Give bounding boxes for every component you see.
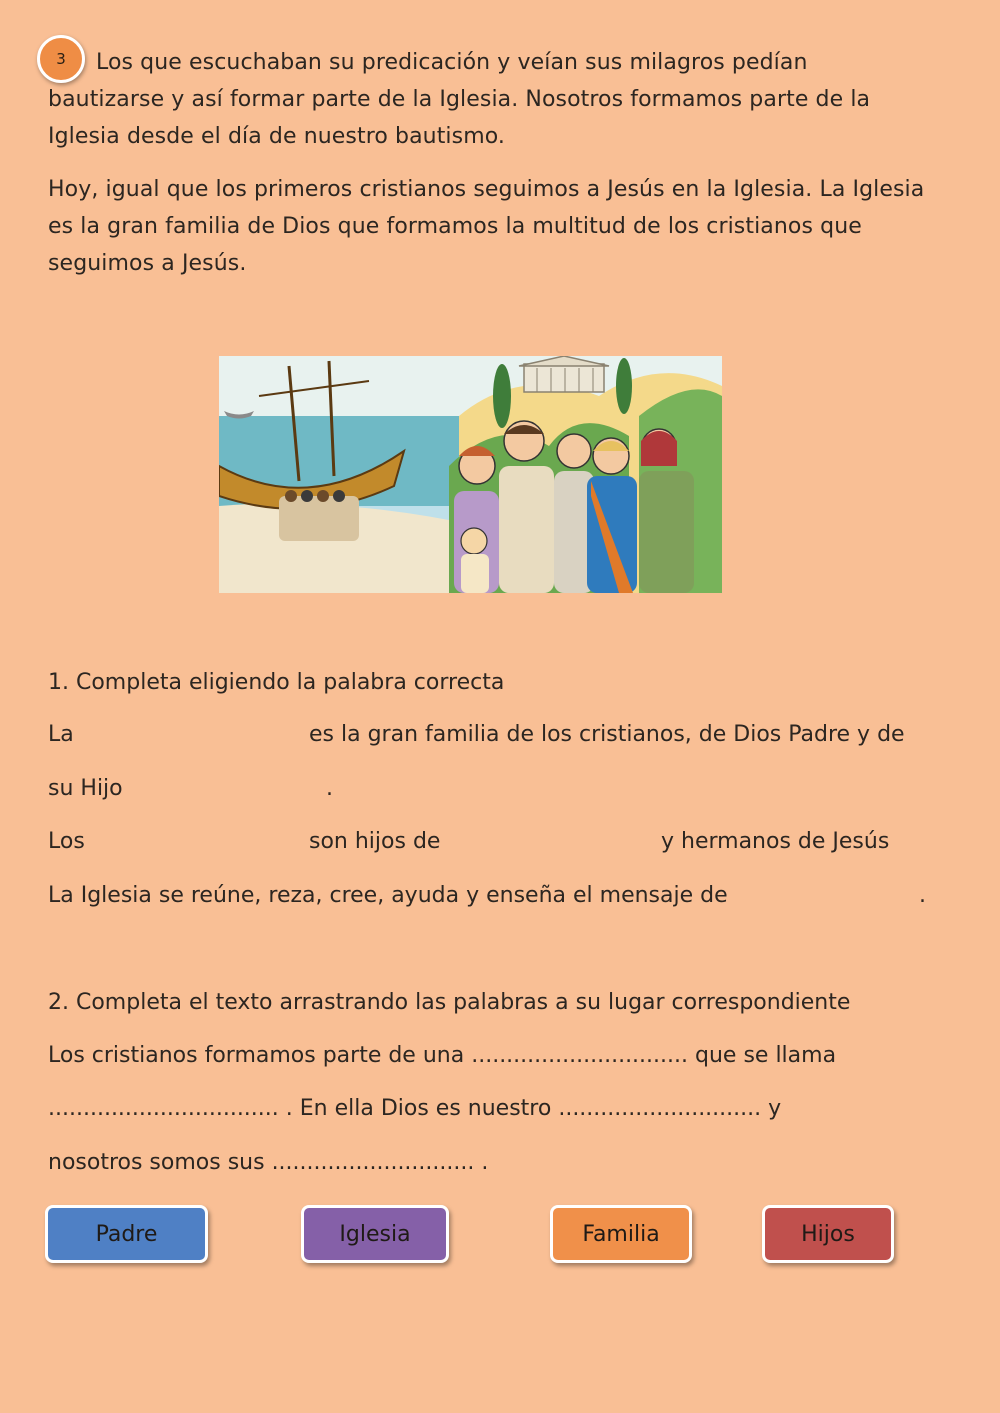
exercise-1-title: 1. Completa eligiendo la palabra correcta [48,670,505,695]
exercise-2-title: 2. Completa el texto arrastrando las palabras a su lugar correspondiente [48,990,851,1015]
ex1-blank-4[interactable] [455,827,650,857]
ex1-row1-label: La [48,722,74,747]
word-label-hijos: Hijos [801,1221,855,1247]
word-button-familia[interactable] [550,1205,692,1263]
word-button-padre[interactable] [45,1205,208,1263]
church-paragraph [48,171,978,282]
ex1-row2-label: su Hijo [48,776,123,801]
ex2-line-3 [48,1150,488,1175]
ex1-row3-text: son hijos de [309,829,441,854]
ex2-line2-middle: . En ella Dios es nuestro [285,1096,552,1121]
ex2-line1-end: que se llama [695,1043,837,1068]
ex2-line2-end: y [768,1096,782,1121]
intro-line-3: Iglesia desde el día de nuestro bautismo. [48,124,506,149]
ex1-row4-text: La Iglesia se reúne, reza, cree, ayuda y enseña el mensaje de [48,883,728,908]
ex1-row2-period: . [326,776,333,801]
church-line-2: es la gran familia de Dios que formamos la multitud de los cristianos que [48,214,862,239]
ex2-line-1 [48,1043,836,1068]
word-button-hijos[interactable] [762,1205,894,1263]
illustration-svg [219,356,722,593]
ex2-line3-end: . [481,1150,489,1175]
intro-line-2: bautizarse y así formar parte de la Iglesia. Nosotros formamos parte de la [48,87,871,112]
word-label-familia: Familia [582,1221,660,1247]
ex2-line1-start: Los cristianos formamos parte de una [48,1043,465,1068]
ex2-drop-padre[interactable]: ............................. [558,1096,762,1121]
ex1-row1-text: es la gran familia de los cristianos, de Dios Padre y de [309,722,905,747]
ex1-row3-end: y hermanos de Jesús [661,829,890,854]
ex1-blank-1[interactable] [95,720,295,750]
word-button-iglesia[interactable] [301,1205,449,1263]
ex2-drop-familia[interactable]: ............................... [471,1043,689,1068]
ex1-blank-5[interactable] [740,881,910,911]
word-label-iglesia: Iglesia [339,1221,411,1247]
step-number: 3 [56,50,66,68]
ex1-blank-2[interactable] [140,774,320,804]
church-line-1: Hoy, igual que los primeros cristianos seguimos a Jesús en la Iglesia. La Iglesia [48,177,925,202]
ex1-row4-period: . [919,883,926,908]
ex1-row3-label: Los [48,829,85,854]
ex2-line-2 [48,1096,781,1121]
intro-paragraph [48,44,968,155]
ex2-drop-iglesia[interactable]: ................................. [48,1096,279,1121]
ex1-blank-3[interactable] [98,827,298,857]
ex2-drop-hijos[interactable]: ............................. [271,1150,475,1175]
ex2-line3-start: nosotros somos sus [48,1150,265,1175]
early-christians-illustration [219,356,722,593]
church-line-3: seguimos a Jesús. [48,251,247,276]
intro-line-1: Los que escuchaban su predicación y veían sus milagros pedían [96,50,808,75]
word-label-padre: Padre [95,1221,158,1247]
